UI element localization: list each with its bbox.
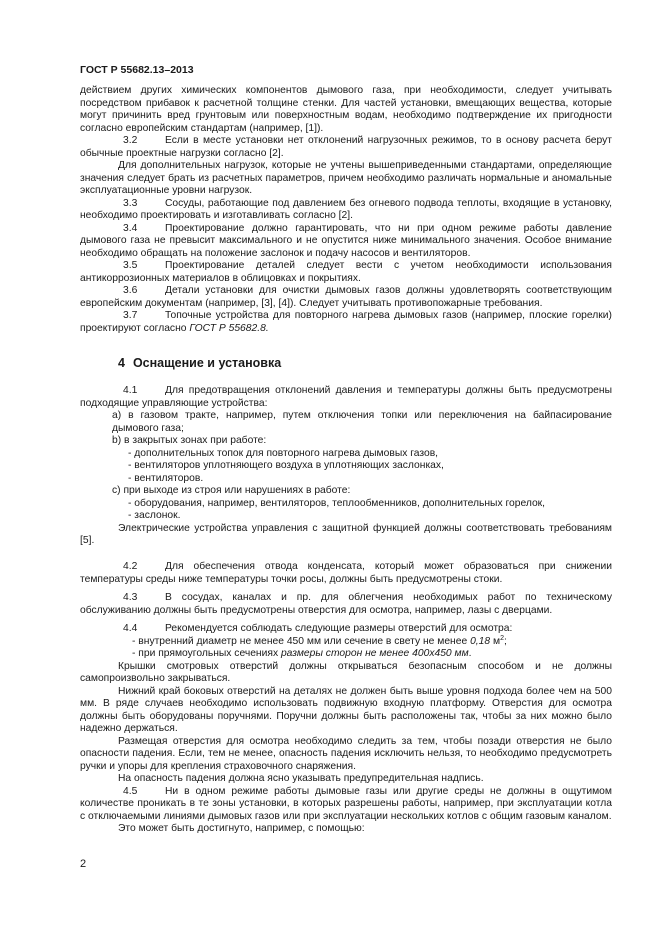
clause-3-4 xyxy=(80,223,612,261)
clause-text: Рекомендуется соблюдать следующие размеры отверстий для осмотра: xyxy=(165,623,513,634)
clause-text: В сосудах, каналах и пр. для облегчения необходимых работ по техническому обслуживанию должны быть предусмотрены отверстия для осмотра, например, лазы с дверцами. xyxy=(80,592,612,616)
clause-3-2 xyxy=(80,135,612,160)
section-heading xyxy=(118,357,289,370)
item-end: ; xyxy=(503,635,507,647)
clause-number: 4.1 xyxy=(123,385,138,396)
clause-number: 3.3 xyxy=(123,197,138,209)
clause-text: Проектирование должно гарантировать, что ни при одном режиме работы давление дымового газа не превысит максимального и не опустится ниже минимального значения. Особое внимание необходимо обращать на положение заслонок и подачу насосов и вентиляторов. xyxy=(80,222,612,259)
clause-4-5 xyxy=(80,786,612,824)
list-item: - вентиляторов уплотняющего воздуха в уплотняющих заслонках, xyxy=(128,460,444,471)
clause-text: Топочные устройства для повторного нагрева дымовых газов (например, плоские горелки) проектируют согласно xyxy=(80,310,612,334)
item-value: 0,18 xyxy=(470,635,491,647)
paragraph: Нижний край боковых отверстий на деталях не должен быть выше уровня подхода более чем на 500 мм. В ряде случаев необходимо использовать подвижную входную платформу. Отверстия для осмотра должны быть оборудованы поручнями. Поручни должны быть расположены так, чтобы за них можно было надежно держаться. xyxy=(80,685,612,734)
clause-number: 4.4 xyxy=(123,623,138,634)
clause-number: 3.4 xyxy=(123,222,138,234)
paragraph: Размещая отверстия для осмотра необходимо следить за тем, чтобы позади отверстия не было опасности падения. Если, тем не менее, опасность падения исключить нельзя, то необходимо предусмотреть ручки и упоры для крепления страховочного снаряжения. xyxy=(80,735,612,772)
clause-body xyxy=(80,592,612,617)
item-end: . xyxy=(468,648,472,659)
clause-number: 3.2 xyxy=(123,135,138,146)
paragraph: Электрические устройства управления с защитной функцией должны соответствовать требованиям [5]. xyxy=(80,522,612,546)
clause-number: 4.5 xyxy=(123,785,138,797)
item-unit: м xyxy=(490,635,501,647)
paragraph: Для дополнительных нагрузок, которые не учтены вышеприведенными стандартами, определяющие значения следует брать из расчетных параметров, причем необходимо различать нормальные и аномальные эксплуатационные уровни нагрузок. xyxy=(80,160,612,196)
item-text: - при прямоугольных сечениях xyxy=(132,648,281,659)
list-item: - оборудования, например, вентиляторов, теплообменников, дополнительных горелок, xyxy=(128,497,546,509)
clause-number: 4.2 xyxy=(123,561,138,572)
clause-3-3 xyxy=(80,198,612,223)
paragraph: действием других химических компонентов дымового газа, при необходимости, следует учитывать посредством прибавок к расчетной толщине стенки. Для частей установки, вмещающих вещества, которые могут причинить вред грунтовым или поверхностным водам, необходимо подтверждение их пригодности согласно европейским стандартам (например, [1]). xyxy=(80,85,612,134)
section-number: 4 xyxy=(118,356,125,370)
list-item xyxy=(80,636,612,649)
paragraph: Это может быть достигнуто, например, с помощью: xyxy=(118,823,365,834)
page-number: 2 xyxy=(80,858,87,870)
clause-text: Ни в одном режиме работы дымовые газы или другие среды не должны в ощутимом количестве проникать в те зоны установки, в которых разрешены работы, например, при эксплуатации котла с отключаемыми линиями дымовых газов или при эксплуатации нескольких котлов с общим газовым каналом. xyxy=(80,785,612,822)
list-item: - дополнительных топок для повторного нагрева дымовых газов, xyxy=(128,447,439,459)
clause-text: Для обеспечения отвода конденсата, который может образоваться при снижении температуры среды ниже температуры точки росы, должны быть предусмотрены стоки. xyxy=(80,561,612,585)
clause-4-3 xyxy=(80,592,612,617)
clause-number: 3.5 xyxy=(123,260,138,271)
clause-body xyxy=(80,561,612,586)
clause-intro xyxy=(80,623,612,636)
paragraph: На опасность падения должна ясно указывать предупредительная надпись. xyxy=(118,773,484,784)
clause-intro xyxy=(80,385,612,410)
list-item: c) при выходе из строя или нарушениях в работе: xyxy=(112,485,351,496)
clause-text: Если в месте установки нет отклонений нагрузочных режимов, то в основу расчета берут обычные проектные нагрузки согласно [2]. xyxy=(80,135,612,159)
list-item: - вентиляторов. xyxy=(128,472,204,484)
clause-4-2 xyxy=(80,561,612,586)
clause-text: Проектирование деталей следует вести с учетом необходимости использования антикоррозионных материалов в облицовках и покрытиях. xyxy=(80,260,612,284)
section-3-continuation xyxy=(80,85,612,335)
clause-3-6 xyxy=(80,285,612,310)
clause-text: Для предотвращения отклонений давления и температуры должны быть предусмотрены подходящие управляющие устройства: xyxy=(80,385,612,409)
item-value: размеры сторон не менее 400x450 мм xyxy=(280,648,469,659)
unit-exponent: 2 xyxy=(500,634,504,642)
list-item: a) в газовом тракте, например, путем отключения топки или переключения на байпасирование дымового газа; xyxy=(112,410,612,434)
standard-reference: ГОСТ Р 55682.8. xyxy=(189,322,269,334)
clause-text: Детали установки для очистки дымовых газов должны удовлетворять соответствующим европейским документам (например, [3], [4]). Следует учитывать противопожарные требования. xyxy=(80,285,612,309)
list-item: b) в закрытых зонах при работе: xyxy=(112,435,267,446)
item-text: - внутренний диаметр не менее 450 мм или сечение в свету не менее xyxy=(132,635,471,647)
clause-number: 3.6 xyxy=(123,285,138,296)
document-header: ГОСТ Р 55682.13–2013 xyxy=(80,64,194,76)
clause-4-4 xyxy=(80,623,612,836)
clause-number: 3.7 xyxy=(123,310,138,321)
clause-3-5 xyxy=(80,260,612,285)
clause-4-1 xyxy=(80,385,612,548)
section-title: Оснащение и установка xyxy=(132,356,282,370)
paragraph: Крышки смотровых отверстий должны открываться безопасным способом и не должны самопроизвольно закрываться. xyxy=(80,660,612,684)
clause-number: 4.3 xyxy=(123,592,138,603)
clause-text: Сосуды, работающие под давлением без огневого подвода теплоты, входящие в установку, необходимо проектировать и изготавливать согласно [2]. xyxy=(80,197,612,221)
clause-3-7 xyxy=(80,310,612,335)
list-item xyxy=(80,648,612,661)
list-item: - заслонок. xyxy=(128,510,181,521)
